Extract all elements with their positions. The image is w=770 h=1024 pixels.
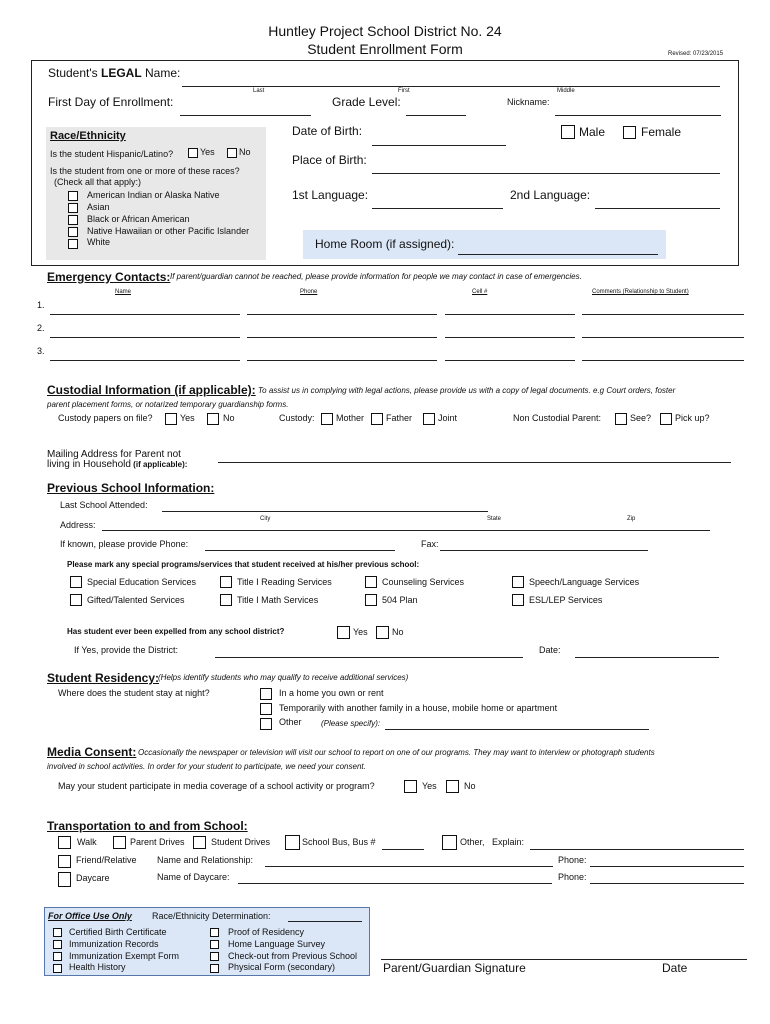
homeroom-line[interactable] [458,254,658,255]
papers-no-label: No [223,413,235,423]
office-label-language-survey: Home Language Survey [228,939,326,949]
student-drives-checkbox[interactable] [193,836,206,849]
friend-phone-line[interactable] [590,866,744,867]
fax-line[interactable] [440,550,648,551]
pickup-checkbox[interactable] [660,413,672,425]
female-checkbox[interactable] [623,126,636,139]
row-3-label: 3. [37,346,45,356]
program-label-gifted: Gifted/Talented Services [87,595,185,605]
office-label-checkout: Check-out from Previous School [228,951,358,961]
form-subtitle: Student Enrollment Form [307,41,463,57]
race-checkbox-pacific-islander[interactable] [68,227,78,237]
other-transport-label: Other, [460,837,485,847]
program-label-504: 504 Plan [382,595,418,605]
previous-title: Previous School Information: [47,481,215,495]
hispanic-no-label: No [239,147,251,157]
race-checkbox-asian[interactable] [68,203,78,213]
pob-label: Place of Birth: [292,153,367,167]
other-transport-checkbox[interactable] [442,835,457,850]
col-comments: Comments (Relationship to Student) [592,289,689,295]
male-label: Male [579,125,606,139]
form-title: Huntley Project School District No. 24 [268,23,502,39]
first-label: First [398,88,410,94]
custody-joint-checkbox[interactable] [423,413,435,425]
media-yes-label: Yes [422,781,437,791]
hispanic-yes-label: Yes [200,147,215,157]
residency-title: Student Residency: [47,671,160,685]
school-bus-checkbox[interactable] [285,835,300,850]
media-title: Media Consent: [47,745,137,759]
fax-label: Fax: [421,539,439,549]
office-label-birth-cert: Certified Birth Certificate [69,927,167,937]
last-school-label: Last School Attended: [60,500,148,510]
contact-2-phone[interactable] [247,337,437,338]
program-label-sped: Special Education Services [87,577,197,587]
program-checkbox-title1-reading[interactable] [220,576,232,588]
media-yes-checkbox[interactable] [404,780,417,793]
district-label: If Yes, provide the District: [74,645,179,655]
program-label-title1-math: Title I Math Services [237,595,319,605]
residency-question: Where does the student stay at night? [58,688,210,698]
daycare-phone-label: Phone: [558,872,587,882]
contact-3-phone[interactable] [247,360,437,361]
expelled-yes-label: Yes [353,627,368,637]
expelled-question: Has student ever been expelled from any school district? [67,627,285,636]
mailing-label-1: Mailing Address for Parent not [47,449,181,460]
parent-drives-label: Parent Drives [130,837,185,847]
program-label-counseling: Counseling Services [382,577,465,587]
friend-relative-checkbox[interactable] [58,855,71,868]
daycare-checkbox[interactable] [58,872,71,887]
parent-drives-checkbox[interactable] [113,836,126,849]
contact-3-cell[interactable] [445,360,575,361]
program-checkbox-speech[interactable] [512,576,524,588]
legal-name-line[interactable] [182,86,720,87]
race-determination-line[interactable] [288,921,362,922]
program-checkbox-504[interactable] [365,594,377,606]
daycare-phone-line[interactable] [590,883,744,884]
contact-3-comments[interactable] [582,360,744,361]
daycare-name-label: Name of Daycare: [157,872,230,882]
contact-2-cell[interactable] [445,337,575,338]
office-label-immunization-exempt: Immunization Exempt Form [69,951,180,961]
hispanic-no-checkbox[interactable] [227,148,237,158]
daycare-label: Daycare [76,873,110,883]
office-checkbox-immunization[interactable] [53,940,62,949]
walk-label: Walk [77,837,97,847]
media-question: May your student participate in media coverage of a school activity or program? [58,781,375,791]
dob-label: Date of Birth: [292,124,363,138]
noncustodial-label: Non Custodial Parent: [513,413,602,423]
residency-other-checkbox[interactable] [260,718,272,730]
papers-yes-checkbox[interactable] [165,413,177,425]
school-bus-label: School Bus, Bus # [302,837,376,847]
signature-line[interactable] [381,959,747,960]
race-option-american-indian: American Indian or Alaska Native [87,190,220,200]
second-language-line[interactable] [595,208,720,209]
papers-no-checkbox[interactable] [207,413,219,425]
friend-phone-label: Phone: [558,855,587,865]
office-checkbox-language-survey[interactable] [210,940,219,949]
transport-title: Transportation to and from School: [47,819,248,833]
male-checkbox[interactable] [561,125,575,139]
custody-mother-label: Mother [336,413,365,423]
custody-papers-label: Custody papers on file? [58,413,153,423]
office-label-physical: Physical Form (secondary) [228,962,336,972]
city-label: City [260,516,271,522]
office-checkbox-health-history[interactable] [53,964,62,973]
address-line[interactable] [102,530,710,531]
office-label-health-history: Health History [69,962,126,972]
nickname-label: Nickname: [507,97,550,107]
signature-label: Parent/Guardian Signature [383,961,526,975]
phone-label: If known, please provide Phone: [60,539,189,549]
district-line[interactable] [215,657,523,658]
first-language-label: 1st Language: [292,188,369,202]
bus-number-line[interactable] [382,849,424,850]
media-no-checkbox[interactable] [446,780,459,793]
hispanic-question: Is the student Hispanic/Latino? [50,149,174,159]
contact-2-comments[interactable] [582,337,744,338]
expelled-date-line[interactable] [575,657,719,658]
program-checkbox-gifted[interactable] [70,594,82,606]
signature-date-label: Date [662,961,688,975]
program-checkbox-counseling[interactable] [365,576,377,588]
residency-temp-label: Temporarily with another family in a house, mobile home or apartment [279,703,558,713]
nickname-line[interactable] [555,115,721,116]
col-phone: Phone [300,289,318,295]
name-relationship-line[interactable] [265,866,553,867]
contact-2-name[interactable] [50,337,240,338]
race-title: Race/Ethnicity [50,130,126,142]
program-checkbox-sped[interactable] [70,576,82,588]
custodial-note-2: parent placement forms, or notarized temporary guardianship forms. [47,400,289,409]
office-checkbox-physical[interactable] [210,964,219,973]
program-label-title1-reading: Title I Reading Services [237,577,332,587]
races-instruction: (Check all that apply:) [54,177,142,187]
office-use-title: For Office Use Only [48,911,132,921]
race-option-white: White [87,237,111,247]
program-checkbox-esl[interactable] [512,594,524,606]
row-1-label: 1. [37,300,45,310]
programs-question: Please mark any special programs/services that student received at his/her previous school: [67,560,420,569]
row-2-label: 2. [37,323,45,333]
pob-line[interactable] [372,173,720,174]
state-label: State [487,516,502,522]
student-drives-label: Student Drives [211,837,271,847]
emergency-note: If parent/guardian cannot be reached, please provide information for people we may contact in case of emergencies. [170,272,582,281]
dob-line[interactable] [372,145,506,146]
office-label-immunization: Immunization Records [69,939,159,949]
first-language-line[interactable] [372,208,503,209]
col-name: Name [115,289,132,295]
race-option-black: Black or African American [87,214,190,224]
race-checkbox-white[interactable] [68,239,78,249]
expelled-yes-checkbox[interactable] [337,626,350,639]
papers-yes-label: Yes [180,413,195,423]
explain-label: Explain: [492,837,525,847]
race-option-pacific-islander: Native Hawaiian or other Pacific Islander [87,226,250,236]
residency-other-label: Other [279,717,302,727]
office-checkbox-checkout[interactable] [210,952,219,961]
contact-1-phone[interactable] [247,314,437,315]
office-label-residency: Proof of Residency [228,927,305,937]
friend-relative-label: Friend/Relative [76,855,137,865]
contact-1-cell[interactable] [445,314,575,315]
custodial-note-1: To assist us in complying with legal actions, please provide us with a copy of legal documents. e.g Court orders, foster [258,386,676,395]
custody-label: Custody: [279,413,315,423]
first-day-line[interactable] [180,115,311,116]
expelled-no-label: No [392,627,404,637]
zip-label: Zip [627,516,636,522]
see-checkbox[interactable] [615,413,627,425]
custody-joint-label: Joint [438,413,458,423]
mailing-address-line[interactable] [218,462,731,463]
race-determination-label: Race/Ethnicity Determination: [152,911,271,921]
first-day-label: First Day of Enrollment: [48,95,174,109]
hispanic-yes-checkbox[interactable] [188,148,198,158]
walk-checkbox[interactable] [58,836,71,849]
race-checkbox-american-indian[interactable] [68,191,78,201]
legal-name-label: Student's LEGAL Name: [48,66,181,80]
media-note-2: involved in school activities. In order for your student to participate, we need your consent. [47,762,366,771]
col-cell: Cell # [472,289,488,295]
office-checkbox-residency[interactable] [210,928,219,937]
custody-father-label: Father [386,413,413,423]
race-option-asian: Asian [87,202,110,212]
contact-3-name[interactable] [50,360,240,361]
contact-1-comments[interactable] [582,314,744,315]
mailing-label-2: living in Household (if applicable): [47,459,188,470]
residency-note: (Helps identify students who may qualify to receive additional services) [158,673,409,682]
media-no-label: No [464,781,476,791]
residency-specify-line[interactable] [385,729,649,730]
residency-temp-checkbox[interactable] [260,703,272,715]
residency-specify-label: (Please specify): [321,719,381,728]
custody-mother-checkbox[interactable] [321,413,333,425]
second-language-label: 2nd Language: [510,188,591,202]
program-label-speech: Speech/Language Services [529,577,640,587]
pickup-label: Pick up? [675,413,710,423]
expelled-no-checkbox[interactable] [376,626,389,639]
last-label: Last [253,88,265,94]
grade-level-label: Grade Level: [332,95,401,109]
residency-own-label: In a home you own or rent [279,688,384,698]
daycare-name-line[interactable] [238,883,552,884]
office-checkbox-birth-cert[interactable] [53,928,62,937]
office-checkbox-immunization-exempt[interactable] [53,952,62,961]
address-label: Address: [60,520,96,530]
custody-father-checkbox[interactable] [371,413,383,425]
custodial-title: Custodial Information (if applicable): [47,383,256,397]
explain-line[interactable] [530,849,744,850]
revised-date: Revised: 07/23/2015 [668,51,724,57]
middle-label: Middle [557,88,575,94]
contact-1-name[interactable] [50,314,240,315]
race-checkbox-black[interactable] [68,215,78,225]
expelled-date-label: Date: [539,645,561,655]
program-checkbox-title1-math[interactable] [220,594,232,606]
races-question: Is the student from one or more of these races? [50,166,240,176]
previous-phone-line[interactable] [205,550,395,551]
media-note-1: Occasionally the newspaper or television will visit our school to report on one of our programs. They may want to interview or photograph students [138,748,655,757]
see-label: See? [630,413,652,423]
emergency-title: Emergency Contacts: [47,270,171,284]
last-school-line[interactable] [162,511,488,512]
program-label-esl: ESL/LEP Services [529,595,603,605]
name-relationship-label: Name and Relationship: [157,855,254,865]
residency-own-checkbox[interactable] [260,688,272,700]
homeroom-label: Home Room (if assigned): [315,237,455,251]
female-label: Female [641,125,682,139]
grade-level-line[interactable] [406,115,466,116]
